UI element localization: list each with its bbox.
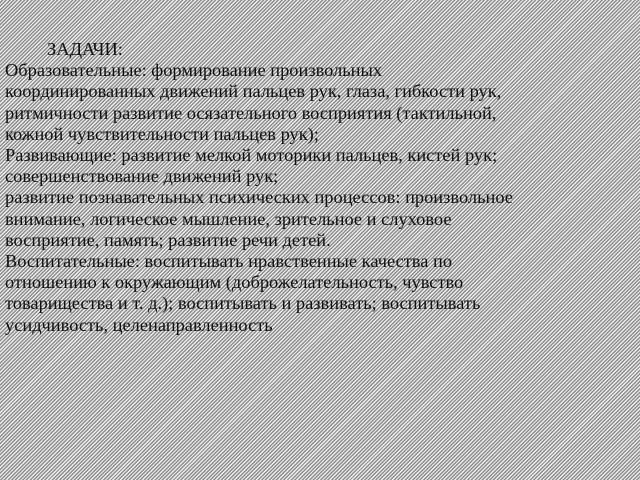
text-line: совершенствование движений рук; [5, 166, 279, 187]
text-line: кожной чувствительности пальцев рук); [5, 123, 319, 144]
text-line: усидчивость, целенаправленность [5, 314, 273, 335]
text-line: восприятие, память; развитие речи детей. [5, 229, 331, 250]
text-line: Воспитательные: воспитывать нравственные качества по [5, 251, 453, 272]
text-line: Развивающие: развитие мелкой моторики пальцев, кистей рук; [5, 145, 498, 166]
tasks-heading: ЗАДАЧИ: [47, 39, 123, 59]
tasks-text-block [5, 39, 637, 336]
text-line: внимание, логическое мышление, зрительное и слуховое [5, 208, 452, 229]
text-line: Образовательные: формирование произвольных [5, 60, 383, 81]
text-line: отношению к окружающим (доброжелательность, чувство [5, 272, 464, 293]
text-line: ритмичности развитие осязательного восприятия (тактильной, [5, 102, 497, 123]
text-line: товарищества и т. д.); воспитывать и развивать; воспитывать [5, 293, 481, 314]
text-line: координированных движений пальцев рук, глаза, гибкости рук, [5, 81, 502, 102]
text-line: развитие познавательных психических процессов: произвольное [5, 187, 513, 208]
